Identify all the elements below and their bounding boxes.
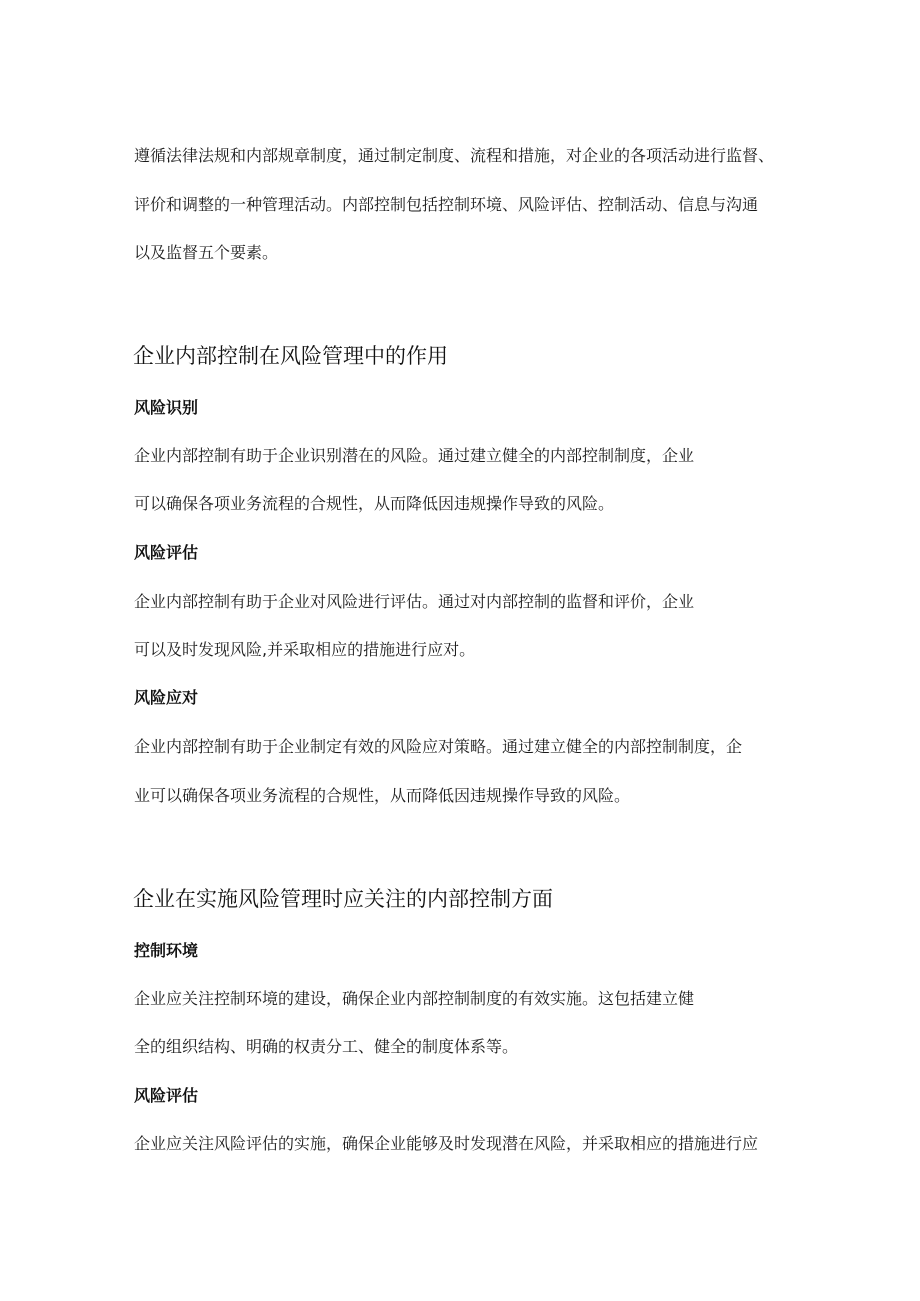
section1-sub2-heading: 风险评估 — [134, 543, 199, 562]
section1-title: 企业内部控制在风险管理中的作用 — [133, 344, 448, 368]
intro-line-2: 评价和调整的一种管理活动。内部控制包括控制环境、风险评估、控制活动、信息与沟通 — [134, 195, 759, 214]
intro-line-1: 遵循法律法规和内部规章制度，通过制定制度、流程和措施，对企业的各项活动进行监督、 — [134, 146, 775, 165]
section1-sub2-line-2: 可以及时发现风险,并采取相应的措施进行应对。 — [134, 640, 476, 659]
section2-sub2-heading: 风险评估 — [134, 1086, 199, 1105]
section1-sub1-line-1: 企业内部控制有助于企业识别潜在的风险。通过建立健全的内部控制制度，企业 — [134, 446, 695, 465]
section2-title: 企业在实施风险管理时应关注的内部控制方面 — [133, 887, 553, 911]
section2-sub1-heading: 控制环境 — [134, 941, 199, 960]
section1-sub3-line-2: 业可以确保各项业务流程的合规性，从而降低因违规操作导致的风险。 — [134, 786, 631, 805]
section1-sub3-line-1: 企业内部控制有助于企业制定有效的风险应对策略。通过建立健全的内部控制制度，企 — [134, 737, 743, 756]
section1-sub3-heading: 风险应对 — [134, 688, 199, 707]
section2-sub1-line-2: 全的组织结构、明确的权责分工、健全的制度体系等。 — [134, 1037, 519, 1056]
intro-line-3: 以及监督五个要素。 — [134, 243, 279, 262]
section1-sub1-line-2: 可以确保各项业务流程的合规性，从而降低因违规操作导致的风险。 — [134, 494, 615, 513]
section1-sub1-heading: 风险识别 — [134, 398, 199, 417]
section2-sub1-line-1: 企业应关注控制环境的建设，确保企业内部控制制度的有效实施。这包括建立健 — [134, 989, 695, 1008]
section2-sub2-line-1: 企业应关注风险评估的实施，确保企业能够及时发现潜在风险，并采取相应的措施进行应 — [134, 1134, 759, 1153]
section1-sub2-line-1: 企业内部控制有助于企业对风险进行评估。通过对内部控制的监督和评价，企业 — [134, 592, 695, 611]
